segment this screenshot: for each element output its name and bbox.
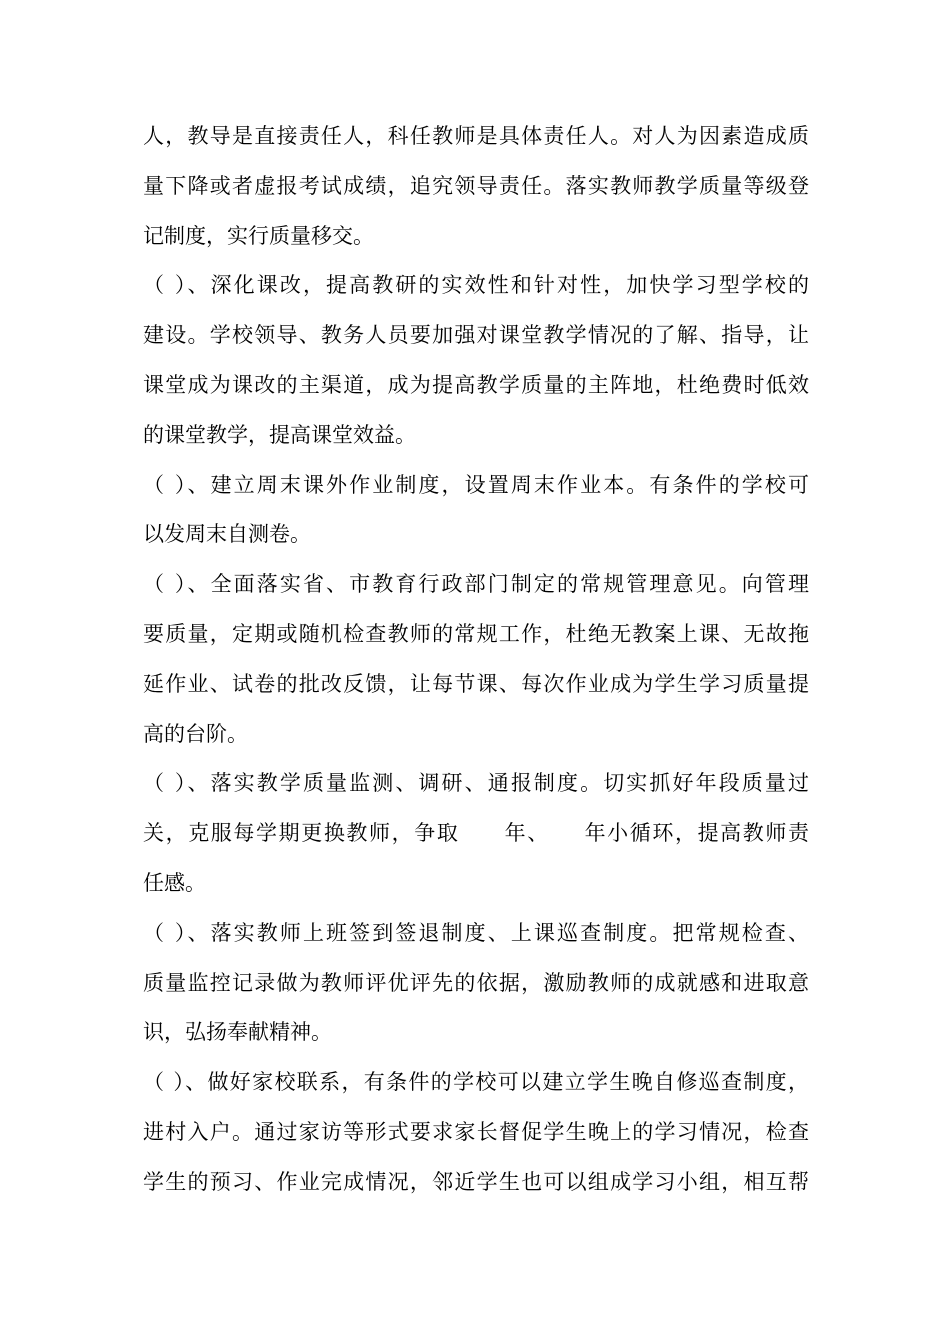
text-line: 人，教导是直接责任人，科任教师是具体责任人。对人为因素造成质	[143, 124, 809, 148]
text-line: 关，克服每学期更换教师，争取 年、 年小循环，提高教师责	[143, 821, 809, 846]
text-line: 进村入户。通过家访等形式要求家长督促学生晚上的学习情况，检查	[143, 1119, 809, 1144]
text-line: （ ）、深化课改，提高教研的实效性和针对性，加快学习型学校的	[143, 273, 809, 298]
text-line: （ ）、全面落实省、市教育行政部门制定的常规管理意见。向管理	[143, 572, 809, 597]
text-line: 延作业、试卷的批改反馈，让每节课、每次作业成为学生学习质量提	[143, 671, 809, 696]
text-line: 课堂成为课改的主渠道，成为提高教学质量的主阵地，杜绝费时低效	[143, 372, 809, 397]
text-line: （ ）、建立周末课外作业制度，设置周末作业本。有条件的学校可	[143, 472, 809, 497]
text-line: 识，弘扬奉献精神。	[143, 1020, 332, 1045]
paragraph	[143, 759, 809, 908]
paragraph	[143, 560, 809, 759]
paragraph	[143, 461, 809, 561]
text-line: 以发周末自测卷。	[143, 522, 311, 547]
text-line: 记制度，实行质量移交。	[143, 223, 374, 248]
paragraph	[143, 909, 809, 1058]
text-line: 学生的预习、作业完成情况，邻近学生也可以组成学习小组，相互帮	[143, 1169, 809, 1194]
text-line: 要质量，定期或随机检查教师的常规工作，杜绝无教案上课、无故拖	[143, 621, 809, 646]
text-line: 任感。	[143, 870, 206, 895]
text-line: 建设。学校领导、教务人员要加强对课堂教学情况的了解、指导，让	[143, 323, 809, 348]
text-line: 的课堂教学，提高课堂效益。	[143, 422, 416, 447]
body-text	[143, 112, 809, 1208]
paragraph	[143, 1058, 809, 1207]
text-line: （ ）、落实教学质量监测、调研、通报制度。切实抓好年段质量过	[143, 771, 809, 796]
paragraph	[143, 261, 809, 460]
text-line: （ ）、做好家校联系，有条件的学校可以建立学生晚自修巡查制度，	[143, 1070, 809, 1095]
text-line: 质量监控记录做为教师评优评先的依据，激励教师的成就感和进取意	[143, 970, 809, 995]
text-line: （ ）、落实教师上班签到签退制度、上课巡查制度。把常规检查、	[143, 920, 809, 945]
text-line: 高的台阶。	[143, 721, 248, 746]
paragraph	[143, 112, 809, 261]
text-line: 量下降或者虚报考试成绩，追究领导责任。落实教师教学质量等级登	[143, 173, 809, 198]
